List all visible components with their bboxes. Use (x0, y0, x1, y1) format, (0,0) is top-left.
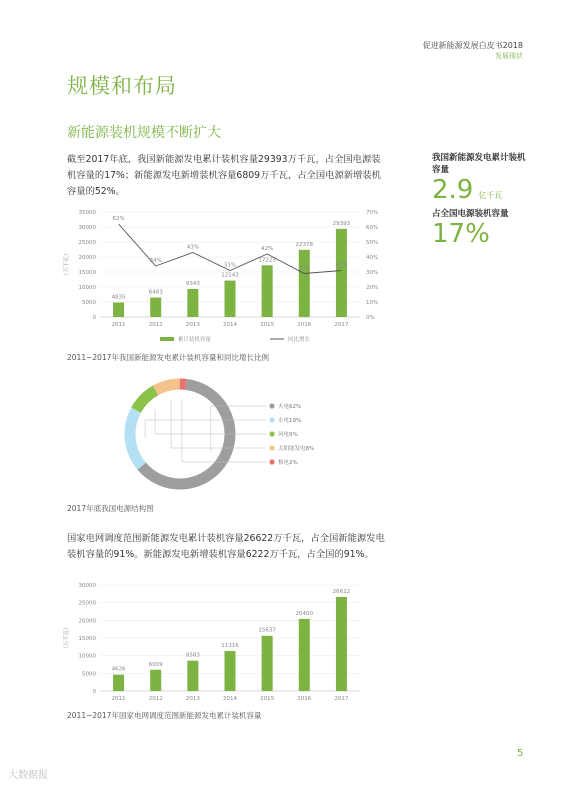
x-tick-label: 2017 (334, 696, 349, 702)
y-tick-label: 30000 (78, 225, 96, 231)
bar (336, 229, 347, 317)
y-tick-label: 35000 (78, 210, 96, 216)
data-label: 8583 (185, 652, 200, 659)
y-axis-label: （万千瓦） (64, 624, 70, 652)
stat-label-1: 我国新能源发电累计装机容量 (432, 153, 526, 175)
data-label: 15637 (258, 627, 276, 634)
y2-tick-label: 30% (366, 270, 379, 276)
donut-slice (136, 390, 156, 410)
paragraph-1: 截至2017年底，我国新能源发电累计装机容量29393万千瓦，占全国电源装机容量的17%；新能源发电新增装机容量6809万千瓦，占全国电源新增装机容量的52%。 (67, 154, 381, 197)
data-label: 6009 (148, 661, 163, 668)
x-tick-label: 2016 (297, 696, 312, 702)
legend-label: 水电19% (278, 418, 302, 424)
chart-cumulative-capacity (60, 202, 390, 352)
legend-dot (269, 417, 274, 422)
x-tick-label: 2014 (223, 322, 237, 328)
bar (262, 265, 273, 317)
data-label: 4835 (111, 294, 126, 301)
x-tick-label: 2012 (148, 696, 163, 702)
line-label: 29% (298, 265, 311, 272)
bar (299, 250, 310, 317)
y2-tick-label: 20% (366, 285, 379, 291)
data-label: 11316 (221, 643, 239, 650)
y2-tick-label: 10% (366, 300, 379, 306)
y-tick-label: 25000 (78, 600, 96, 607)
stat-unit-1: 亿千瓦 (478, 191, 503, 200)
data-label: 17225 (258, 257, 276, 264)
legend-dot (269, 403, 274, 408)
legend-dot (269, 459, 274, 464)
stat-value-1: 2.9 (432, 175, 474, 205)
stats-panel (432, 152, 532, 248)
y2-tick-label: 60% (366, 225, 379, 231)
x-tick-label: 2015 (260, 696, 275, 702)
bar (187, 289, 198, 317)
legend-label: 核电2% (278, 460, 298, 466)
y-tick-label: 0 (92, 315, 96, 321)
bar (336, 597, 347, 691)
data-label: 9343 (185, 280, 200, 287)
bar (113, 675, 124, 691)
line-label: 34% (149, 258, 162, 264)
legend-label-bar: 累计装机容量 (178, 337, 212, 343)
leader-line (145, 420, 266, 438)
caption-chart-2: 2017年底我国电源结构图 (67, 504, 154, 513)
data-label: 12143 (221, 272, 239, 279)
y2-tick-label: 70% (366, 210, 379, 216)
data-label: 29393 (332, 220, 351, 227)
y2-tick-label: 0% (366, 315, 375, 321)
page-number: 5 (517, 748, 524, 759)
page-title: 规模和布局 (67, 74, 177, 98)
y-tick-label: 15000 (78, 270, 96, 276)
x-tick-label: 2013 (185, 696, 200, 702)
y2-tick-label: 50% (366, 240, 379, 246)
caption-chart-1: 2011~2017年我国新能源发电累计装机容量和同比增长比例 (67, 353, 269, 362)
x-tick-label: 2015 (260, 322, 275, 328)
legend-label: 风电9% (278, 432, 298, 438)
y-tick-label: 30000 (78, 583, 96, 589)
bar (299, 619, 310, 691)
line-label: 62% (112, 216, 125, 222)
bar (225, 281, 236, 317)
legend-dot (269, 445, 274, 450)
header-title: 促进新能源发展白皮书2018 (422, 41, 523, 50)
line-label: 43% (186, 244, 199, 251)
chart-grid-capacity (60, 575, 390, 710)
line-label: 31% (335, 262, 348, 269)
data-label: 22378 (295, 241, 314, 248)
bar (113, 302, 124, 317)
paragraph-2: 国家电网调度范围新能源发电累计装机容量26622万千瓦，占全国新能源发电装机容量的91%。新能源发电新增装机容量6222万千瓦，占全国的91%。 (67, 533, 385, 560)
y-tick-label: 5000 (82, 300, 96, 306)
y2-tick-label: 40% (366, 255, 379, 261)
bar (150, 298, 161, 317)
y-tick-label: 20000 (78, 255, 96, 261)
line-label: 42% (261, 246, 274, 252)
x-tick-label: 2012 (148, 322, 163, 328)
chart-power-structure (110, 372, 360, 500)
y-tick-label: 15000 (78, 636, 96, 642)
y-tick-label: 5000 (82, 671, 96, 678)
x-tick-label: 2016 (297, 322, 312, 328)
donut-slice (156, 384, 180, 390)
legend-label: 火电62% (278, 404, 302, 410)
x-tick-label: 2011 (111, 696, 126, 702)
y-axis-label: （万千瓦） (64, 250, 70, 279)
stat-label-2: 占全国电源装机容量 (432, 209, 509, 219)
x-tick-label: 2017 (334, 322, 349, 328)
watermark: 大数据报 (8, 770, 48, 781)
bar (187, 661, 198, 691)
x-tick-label: 2013 (185, 322, 200, 328)
legend-label-line: 同比增长 (288, 337, 311, 343)
x-tick-label: 2011 (111, 322, 126, 328)
data-label: 6483 (148, 289, 163, 296)
section-title: 新能源装机规模不断扩大 (67, 125, 221, 141)
caption-chart-3: 2011~2017年国家电网调度范围新能源发电累计装机容量 (67, 711, 262, 720)
legend-swatch-bar (160, 337, 174, 341)
data-label: 26622 (332, 588, 351, 595)
leader-line (155, 409, 266, 434)
data-label: 4626 (111, 666, 126, 673)
y-tick-label: 0 (92, 689, 96, 695)
data-label: 20400 (295, 610, 314, 617)
y-tick-label: 25000 (78, 240, 96, 246)
header-subtitle: 发展现状 (495, 52, 523, 60)
donut-slice (130, 410, 142, 466)
y-tick-label: 10000 (78, 653, 96, 660)
y-tick-label: 10000 (78, 285, 96, 291)
bar (225, 651, 236, 691)
bar (150, 670, 161, 691)
bar (262, 636, 273, 691)
legend-label: 太阳能发电8% (278, 446, 315, 452)
legend-dot (269, 431, 274, 436)
stat-value-2: 17% (432, 219, 490, 249)
y-tick-label: 20000 (78, 618, 96, 625)
x-tick-label: 2014 (223, 696, 237, 702)
line-label: 31% (223, 262, 237, 269)
